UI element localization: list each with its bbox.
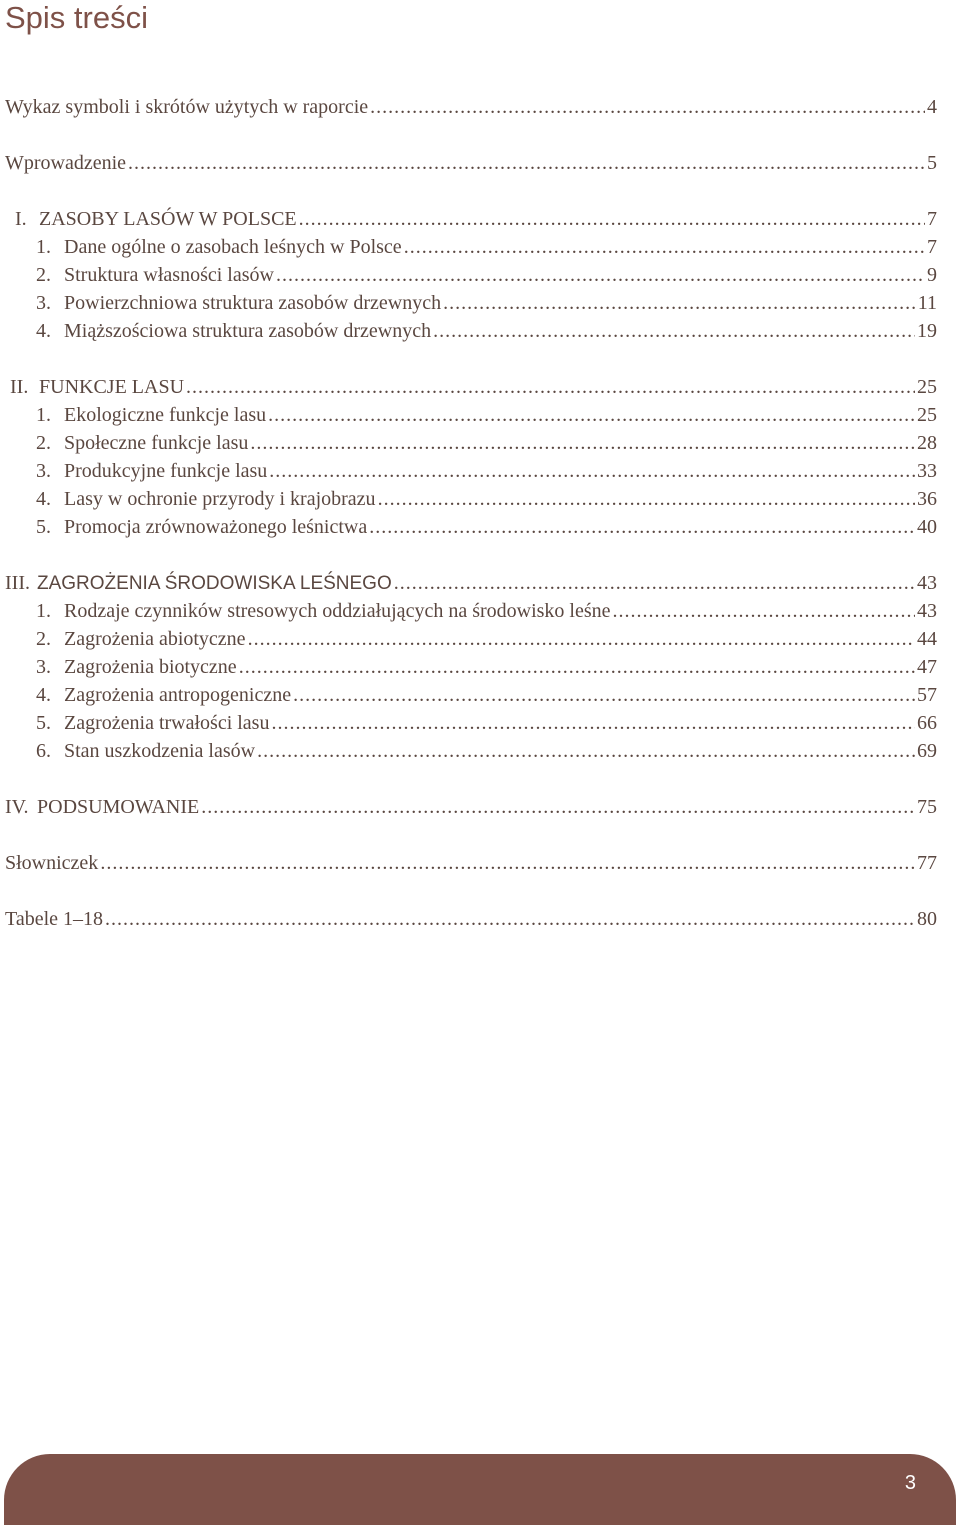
toc-page-number: 44	[917, 628, 937, 650]
dot-leader	[269, 457, 915, 485]
toc-subentry-number: 2.	[36, 432, 51, 454]
toc-subentry[interactable]	[5, 737, 937, 765]
toc-section-iv[interactable]	[5, 793, 937, 821]
toc-entry-label: ZAGROŻENIA ŚRODOWISKA LEŚNEGO	[37, 573, 392, 594]
dot-leader	[250, 429, 915, 457]
dot-leader	[100, 849, 915, 877]
toc-page-number: 57	[917, 684, 937, 706]
toc-page-number: 25	[917, 404, 937, 426]
dot-leader	[369, 513, 915, 541]
toc-subentry-number: 4.	[36, 320, 51, 342]
toc-page-number: 77	[917, 852, 937, 874]
toc-subentry[interactable]	[5, 653, 937, 681]
toc-subentry[interactable]	[5, 625, 937, 653]
dot-leader	[257, 737, 915, 765]
toc-subentry[interactable]	[5, 681, 937, 709]
toc-page-number: 36	[917, 488, 937, 510]
toc-entry-label: Zagrożenia abiotyczne	[64, 628, 246, 650]
toc-page-number: 33	[917, 460, 937, 482]
toc-section-number: III.	[5, 572, 30, 594]
toc-entry-label: Produkcyjne funkcje lasu	[64, 460, 268, 482]
toc-entry-label: Zagrożenia antropogeniczne	[64, 684, 292, 706]
toc-entry-label: Miąższościowa struktura zasobów drzewnych	[64, 320, 432, 342]
toc-page-number: 43	[917, 600, 937, 622]
dot-leader	[404, 233, 925, 261]
toc-page-number: 80	[917, 908, 937, 930]
dot-leader	[433, 317, 915, 345]
dot-leader	[271, 709, 915, 737]
toc-page-number: 25	[917, 376, 937, 398]
toc-subentry-number: 3.	[36, 292, 51, 314]
toc-page-number: 40	[917, 516, 937, 538]
toc-entry-symbols[interactable]	[5, 93, 937, 121]
toc-subentry-number: 2.	[36, 628, 51, 650]
toc-entry-label: Struktura własności lasów	[64, 264, 274, 286]
toc-entry-label: ZASOBY LASÓW W POLSCE	[39, 208, 297, 230]
toc-entry-label: Stan uszkodzenia lasów	[64, 740, 256, 762]
toc-subentry-number: 6.	[36, 740, 51, 762]
toc-page-number: 7	[927, 236, 937, 258]
toc-subentry[interactable]	[5, 485, 937, 513]
toc-page-number: 69	[917, 740, 937, 762]
dot-leader	[128, 149, 925, 177]
toc-subentry-number: 3.	[36, 460, 51, 482]
toc-entry-label: FUNKCJE LASU	[39, 376, 185, 398]
toc-subentry[interactable]	[5, 429, 937, 457]
toc-subentry[interactable]	[5, 401, 937, 429]
toc-subentry-number: 5.	[36, 712, 51, 734]
toc-subentry-number: 5.	[36, 516, 51, 538]
toc-entry-label: Dane ogólne o zasobach leśnych w Polsce	[64, 236, 402, 258]
toc-entry-label: Społeczne funkcje lasu	[64, 432, 249, 454]
dot-leader	[613, 597, 915, 625]
toc-subentry-number: 4.	[36, 684, 51, 706]
toc-subentry-number: 3.	[36, 656, 51, 678]
toc-subentry[interactable]	[5, 597, 937, 625]
toc-page-number: 11	[917, 292, 937, 314]
toc-entry-label: Ekologiczne funkcje lasu	[64, 404, 267, 426]
toc-subentry[interactable]	[5, 233, 937, 261]
toc-subentry-number: 1.	[36, 600, 51, 622]
toc-section-iii[interactable]	[5, 569, 937, 597]
dot-leader	[394, 569, 915, 597]
dot-leader	[201, 793, 915, 821]
toc-subentry[interactable]	[5, 457, 937, 485]
toc-entry-label: Zagrożenia trwałości lasu	[64, 712, 270, 734]
toc-page-number: 5	[927, 152, 937, 174]
toc-entry-label: Powierzchniowa struktura zasobów drzewnych	[64, 292, 442, 314]
toc-entry-label: Słowniczek	[5, 852, 99, 874]
toc-page-number: 19	[917, 320, 937, 342]
footer-band	[4, 1454, 956, 1525]
toc-subentry[interactable]	[5, 289, 937, 317]
toc-subentry-number: 1.	[36, 404, 51, 426]
toc-section-ii[interactable]	[5, 373, 937, 401]
toc-page-number: 47	[917, 656, 937, 678]
toc-page-number: 66	[917, 712, 937, 734]
toc-section-number: I.	[15, 208, 27, 230]
toc-entry-glossary[interactable]	[5, 849, 937, 877]
dot-leader	[370, 93, 925, 121]
toc-subentry-number: 2.	[36, 264, 51, 286]
toc-section-number: IV.	[5, 796, 29, 818]
toc-entry-label: Wykaz symboli i skrótów użytych w raporcie	[5, 96, 369, 118]
toc-subentry[interactable]	[5, 317, 937, 345]
page-number: 3	[904, 1472, 916, 1494]
toc-section-number: II.	[10, 376, 29, 398]
toc-entry-introduction[interactable]	[5, 149, 937, 177]
dot-leader	[248, 625, 915, 653]
toc-page-number: 4	[927, 96, 937, 118]
toc-subentry[interactable]	[5, 709, 937, 737]
toc-page-number: 43	[917, 572, 937, 594]
toc-subentry-number: 1.	[36, 236, 51, 258]
dot-leader	[443, 289, 916, 317]
toc-entry-label: Promocja zrównoważonego leśnictwa	[64, 516, 368, 538]
dot-leader	[276, 261, 925, 289]
dot-leader	[293, 681, 915, 709]
dot-leader	[186, 373, 915, 401]
toc-section-i[interactable]	[5, 205, 937, 233]
toc-page-number: 75	[917, 796, 937, 818]
toc-page-number: 9	[927, 264, 937, 286]
toc-subentry[interactable]	[5, 513, 937, 541]
toc-entry-tables[interactable]	[5, 905, 937, 933]
dot-leader	[105, 905, 915, 933]
toc-entry-label: Wprowadzenie	[5, 152, 127, 174]
toc-subentry-number: 4.	[36, 488, 51, 510]
toc-page-number: 7	[927, 208, 937, 230]
toc-page-number: 28	[917, 432, 937, 454]
dot-leader	[299, 205, 925, 233]
page-title: Spis treści	[5, 0, 148, 35]
dot-leader	[268, 401, 915, 429]
toc-entry-label: Zagrożenia biotyczne	[64, 656, 237, 678]
toc-subentry[interactable]	[5, 261, 937, 289]
toc-entry-label: Lasy w ochronie przyrody i krajobrazu	[64, 488, 376, 510]
dot-leader	[378, 485, 915, 513]
dot-leader	[239, 653, 915, 681]
toc-entry-label: Rodzaje czynników stresowych oddziałujących na środowisko leśne	[64, 600, 611, 622]
toc-entry-label: Tabele 1–18	[5, 908, 104, 930]
toc-entry-label: PODSUMOWANIE	[37, 796, 200, 818]
